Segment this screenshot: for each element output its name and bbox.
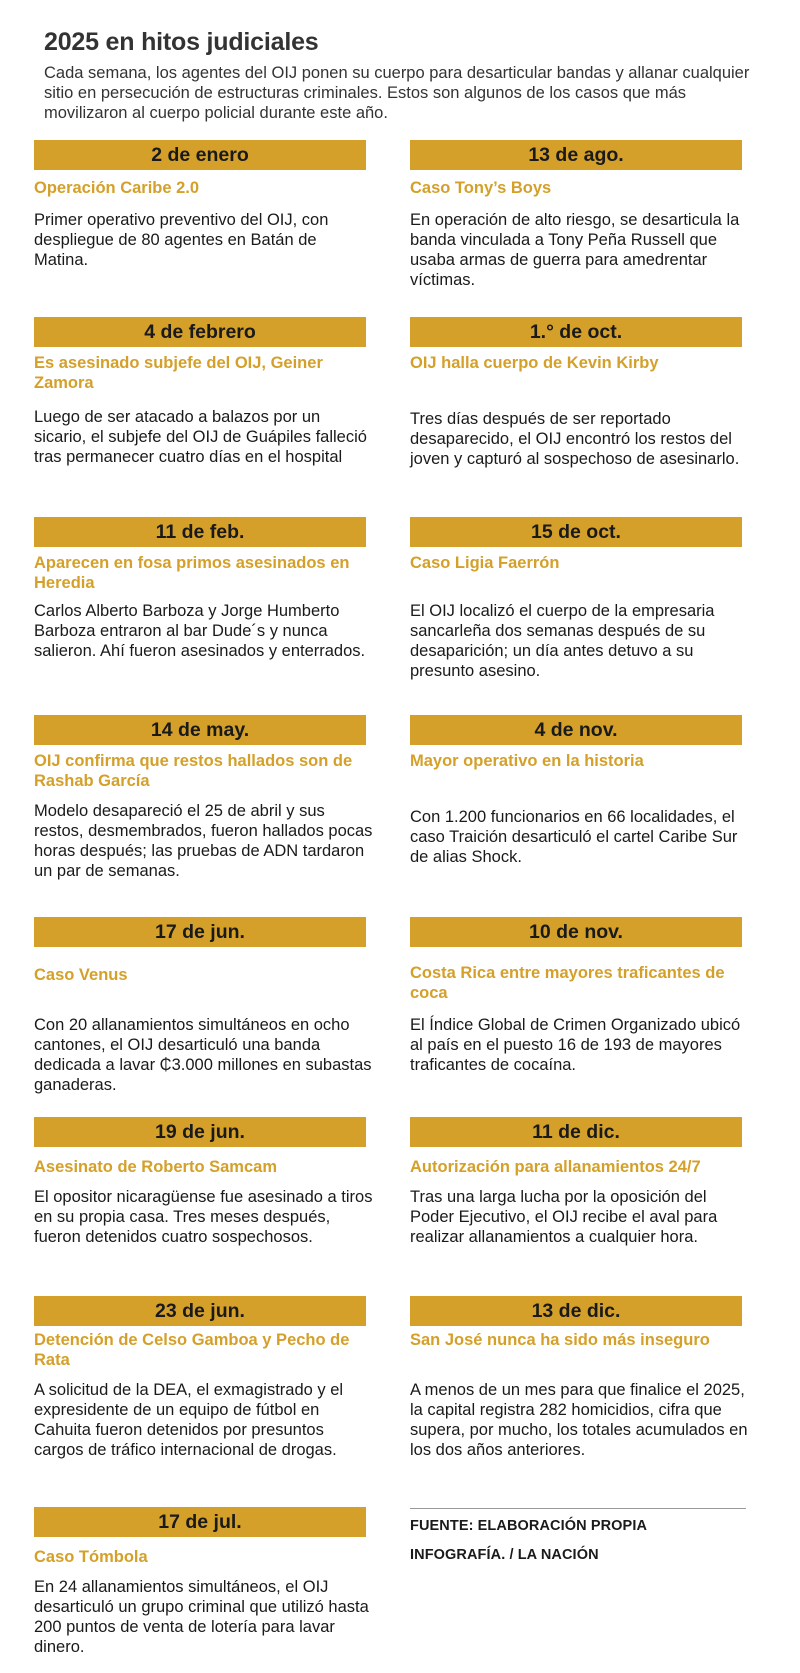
event-card [34,715,394,880]
event-title: Caso Tómbola [34,1548,148,1566]
event-title: Caso Ligia Faerrón [410,554,560,572]
source-label: FUENTE: ELABORACIÓN PROPIA [410,1518,648,1534]
event-date: 17 de jun. [34,917,366,947]
event-title: Caso Tony’s Boys [410,179,552,197]
event-date: 13 de dic. [410,1296,742,1326]
event-title: Aparecen en fosa primos asesinados en Heredia [34,554,350,592]
event-description: Modelo desapareció el 25 de abril y sus restos, desmembrados, fueron hallados pocas horas después; las pruebas de ADN tardaron un par de semanas. [34,802,373,880]
event-date: 23 de jun. [34,1296,366,1326]
event-title: OIJ halla cuerpo de Kevin Kirby [410,354,659,372]
event-description: Con 1.200 funcionarios en 66 localidades, el caso Traición desarticuló el cartel Caribe Sur de alias Shock. [410,808,738,866]
event-date: 17 de jul. [34,1507,366,1537]
event-description: A menos de un mes para que finalice el 2025, la capital registra 282 homicidios, cifra que supera, por mucho, los totales acumulados en los dos años anteriores. [410,1381,748,1459]
source-credits [410,1508,746,1575]
event-description: El opositor nicaragüense fue asesinado a tiros en su propia casa. Tres meses después, fueron detenidos cuatro sospechosos. [34,1188,373,1246]
event-title: Costa Rica entre mayores traficantes de coca [410,964,725,1002]
event-title: Detención de Celso Gamboa y Pecho de Rata [34,1331,350,1369]
event-card [410,517,770,680]
event-description: Con 20 allanamientos simultáneos en ocho cantones, el OIJ desarticuló una banda dedicada a lavar ₵3.000 millones en subastas ganaderas. [34,1016,372,1094]
event-card [34,317,394,466]
event-date: 14 de may. [34,715,366,745]
header [44,28,764,123]
event-description: Primer operativo preventivo del OIJ, con despliegue de 80 agentes en Batán de Matina. [34,211,329,269]
event-date: 1.° de oct. [410,317,742,347]
event-date: 4 de febrero [34,317,366,347]
event-date: 13 de ago. [410,140,742,170]
event-title: Operación Caribe 2.0 [34,179,200,197]
credit-label: INFOGRAFÍA. / LA NACIÓN [410,1547,599,1563]
event-date: 10 de nov. [410,917,742,947]
event-description: El Índice Global de Crimen Organizado ubicó al país en el puesto 16 de 193 de mayores traficantes de cocaína. [410,1016,741,1074]
event-description: En 24 allanamientos simultáneos, el OIJ desarticuló un grupo criminal que utilizó hasta 200 puntos de venta de lotería para lavar dinero. [34,1578,369,1656]
event-date: 15 de oct. [410,517,742,547]
event-description: Tres días después de ser reportado desaparecido, el OIJ encontró los restos del joven y capturó al sospechoso de asesinarlo. [410,410,740,468]
event-date: 4 de nov. [410,715,742,745]
event-date: 11 de feb. [34,517,366,547]
event-description: El OIJ localizó el cuerpo de la empresaria sancarleña dos semanas después de su desaparición; un día antes detuvo a su presunto asesino. [410,602,715,680]
event-date: 11 de dic. [410,1117,742,1147]
page-title: 2025 en hitos judiciales [44,28,319,56]
event-title: Autorización para allanamientos 24/7 [410,1158,701,1176]
event-card [34,1296,394,1459]
event-description: A solicitud de la DEA, el exmagistrado y el expresidente de un equipo de fútbol en Cahuita fueron detenidos por presuntos cargos de tráfico internacional de drogas. [34,1381,344,1459]
event-description: Tras una larga lucha por la oposición del Poder Ejecutivo, el OIJ recibe el aval para realizar allanamientos a cualquier hora. [410,1188,718,1246]
event-title: Caso Venus [34,966,128,984]
event-description: Carlos Alberto Barboza y Jorge Humberto Barboza entraron al bar Dude´s y nunca salieron. Ahí fueron asesinados y enterrados. [34,602,366,660]
event-title: Asesinato de Roberto Samcam [34,1158,277,1176]
event-card [34,140,394,269]
event-date: 19 de jun. [34,1117,366,1147]
event-card [34,517,394,660]
event-card [410,1117,770,1246]
event-description: Luego de ser atacado a balazos por un sicario, el subjefe del OIJ de Guápiles falleció tras permanecer cuatro días en el hospital [34,408,367,466]
event-card [410,140,770,289]
event-card [410,317,770,468]
event-card [34,1507,394,1656]
event-title: Es asesinado subjefe del OIJ, Geiner Zamora [34,354,323,392]
event-title: OIJ confirma que restos hallados son de Rashab García [34,752,353,790]
event-description: En operación de alto riesgo, se desarticula la banda vinculada a Tony Peña Russell que usaba armas de guerra para amedrentar víctimas. [410,211,740,289]
event-card [410,715,770,866]
event-card [34,1117,394,1246]
intro-text: Cada semana, los agentes del OIJ ponen su cuerpo para desarticular bandas y allanar cualquier sitio en persecución de estructuras criminales. Estos son algunos de los casos que más movilizaron al cuerpo policial durante este año. [44,64,750,122]
event-date: 2 de enero [34,140,366,170]
event-card [410,917,770,1074]
event-title: Mayor operativo en la historia [410,752,644,770]
event-title: San José nunca ha sido más inseguro [410,1331,710,1349]
event-card [410,1296,770,1459]
event-card [34,917,394,1094]
